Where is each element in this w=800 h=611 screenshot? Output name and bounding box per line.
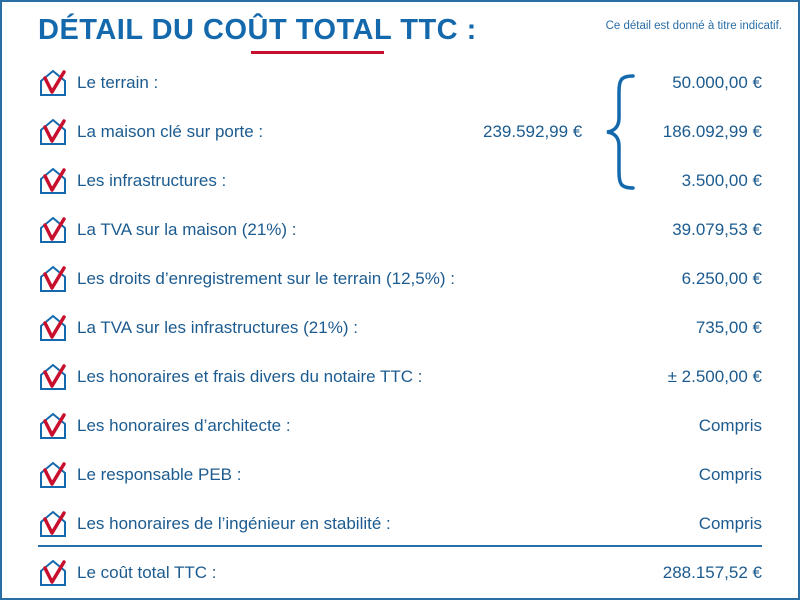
house-check-icon [38,68,68,98]
cost-row-value: ± 2.500,00 € [667,367,762,386]
house-check-icon [38,215,68,245]
cost-row-value: 50.000,00 € [672,73,762,92]
title-underline [251,51,384,54]
page-title: DÉTAIL DU COÛT TOTAL TTC : [38,14,477,46]
cost-row-label: La maison clé sur porte : [77,122,264,141]
cost-row-value: 735,00 € [695,318,762,337]
cost-row-value: Compris [698,465,762,484]
total-divider [38,545,762,547]
cost-row [0,365,800,415]
cost-row-label: Le terrain : [77,73,159,92]
cost-row-value: 6.250,00 € [681,269,762,288]
total-row [0,561,800,611]
house-check-icon [38,117,68,147]
cost-row [0,267,800,317]
cost-row-label: Les honoraires et frais divers du notaire TTC : [77,367,423,386]
cost-row-label: Les infrastructures : [77,171,227,190]
cost-row-value: 186.092,99 € [662,122,762,141]
subtotal-value: 239.592,99 € [483,122,583,141]
cost-row [0,414,800,464]
house-check-icon [38,166,68,196]
cost-row-label: La TVA sur les infrastructures (21%) : [77,318,358,337]
cost-row-label: Les droits d’enregistrement sur le terrain (12,5%) : [77,269,455,288]
cost-row-value: 3.500,00 € [681,171,762,190]
house-check-icon [38,460,68,490]
total-label: Le coût total TTC : [77,563,217,582]
cost-row [0,169,800,219]
cost-row [0,512,800,562]
cost-row-value: Compris [698,514,762,533]
disclaimer-note: Ce détail est donné à titre indicatif. [605,20,782,32]
total-value: 288.157,52 € [662,563,762,582]
house-check-icon [38,411,68,441]
cost-row-label: La TVA sur la maison (21%) : [77,220,297,239]
house-check-icon [38,558,68,588]
cost-row-value: 39.079,53 € [672,220,762,239]
cost-row [0,463,800,513]
cost-row [0,316,800,366]
cost-row-label: Les honoraires d’architecte : [77,416,291,435]
cost-row-label: Les honoraires de l’ingénieur en stabilité : [77,514,391,533]
cost-row [0,120,800,170]
house-check-icon [38,313,68,343]
cost-row [0,71,800,121]
house-check-icon [38,362,68,392]
cost-row-value: Compris [698,416,762,435]
cost-row [0,218,800,268]
cost-row-label: Le responsable PEB : [77,465,242,484]
house-check-icon [38,264,68,294]
house-check-icon [38,509,68,539]
